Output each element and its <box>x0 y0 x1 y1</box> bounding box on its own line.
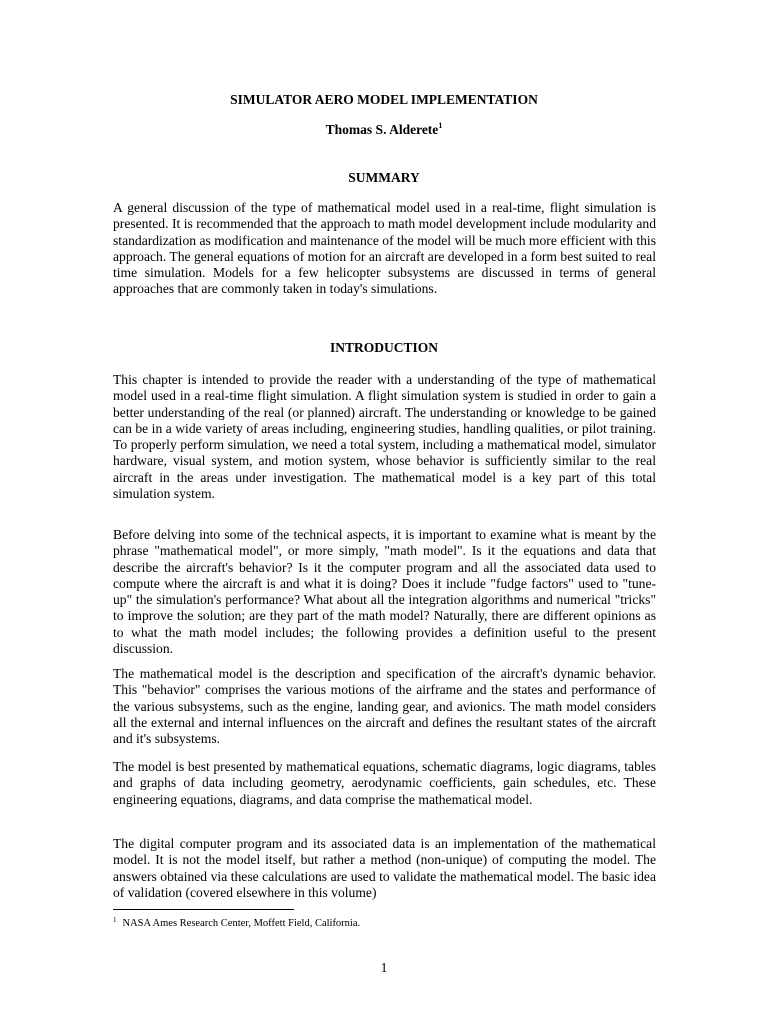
introduction-heading: INTRODUCTION <box>329 340 438 355</box>
footnote-divider <box>113 909 294 910</box>
footnote-mark: 1 <box>113 916 117 924</box>
introduction-paragraph-1: This chapter is intended to provide the reader with a understanding of the type of mathematical model used in a real-time flight simulation. A flight simulation system is studied in order to gain a better understanding of the real (or planned) aircraft. The understanding or knowledge to be gained can be in a wide variety of areas including, engineering studies, handling qualities, or pilot training. To properly perform simulation, we need a total system, including a mathematical model, simulator hardware, visual system, and motion system, whose behavior is sufficiently similar to the real aircraft in the areas under investigation. The mathematical model is a key part of this total simulation system. <box>113 372 656 502</box>
author-line <box>113 122 655 138</box>
introduction-paragraph-4: The model is best presented by mathematical equations, schematic diagrams, logic diagrams, tables and graphs of data including geometry, aerodynamic coefficients, gain schedules, etc. These engineering equations, diagrams, and data comprise the mathematical model. <box>113 759 656 807</box>
author-footnote-mark: 1 <box>438 121 443 130</box>
summary-heading: SUMMARY <box>348 170 420 185</box>
author-name: Thomas S. Alderete <box>325 122 439 137</box>
page-number: 1 <box>380 960 388 975</box>
footnote-text: NASA Ames Research Center, Moffett Field, California. <box>122 918 361 929</box>
footnote <box>113 917 656 930</box>
introduction-paragraph-5: The digital computer program and its associated data is an implementation of the mathematical model. It is not the model itself, but rather a method (non-unique) of computing the model. The answers obtained via these calculations are used to validate the mathematical model. The basic idea of validation (covered elsewhere in this volume) <box>113 836 656 900</box>
paper-title: SIMULATOR AERO MODEL IMPLEMENTATION <box>230 92 538 107</box>
summary-paragraph: A general discussion of the type of mathematical model used in a real-time, flight simulation is presented. It is recommended that the approach to math model development include modularity and standardization as modification and maintenance of the model will be much more efficient with this approach. The general equations of motion for an aircraft are developed in a form best suited to real time simulation. Models for a few helicopter subsystems are discussed in terms of general approaches that are commonly taken in today's simulations. <box>113 200 656 297</box>
introduction-paragraph-3: The mathematical model is the description and specification of the aircraft's dynamic behavior. This "behavior" comprises the various motions of the airframe and the states and performance of the various subsystems, such as the engine, landing gear, and avionics. The math model considers all the external and internal influences on the aircraft and defines the resultant states of the aircraft and it's subsystems. <box>113 666 656 747</box>
introduction-paragraph-2: Before delving into some of the technical aspects, it is important to examine what is meant by the phrase "mathematical model", or more simply, "math model". Is it the equations and data that describe the aircraft's behavior? Is it the computer program and all the associated data used to compute where the aircraft is and what it is doing? Does it include "fudge factors" used to "tune-up" the simulation's performance? What about all the integration algorithms and numerical "tricks" to improve the solution; are they part of the math model? Naturally, there are different opinions as to what the math model includes; the following provides a definition useful to the present discussion. <box>113 527 656 657</box>
